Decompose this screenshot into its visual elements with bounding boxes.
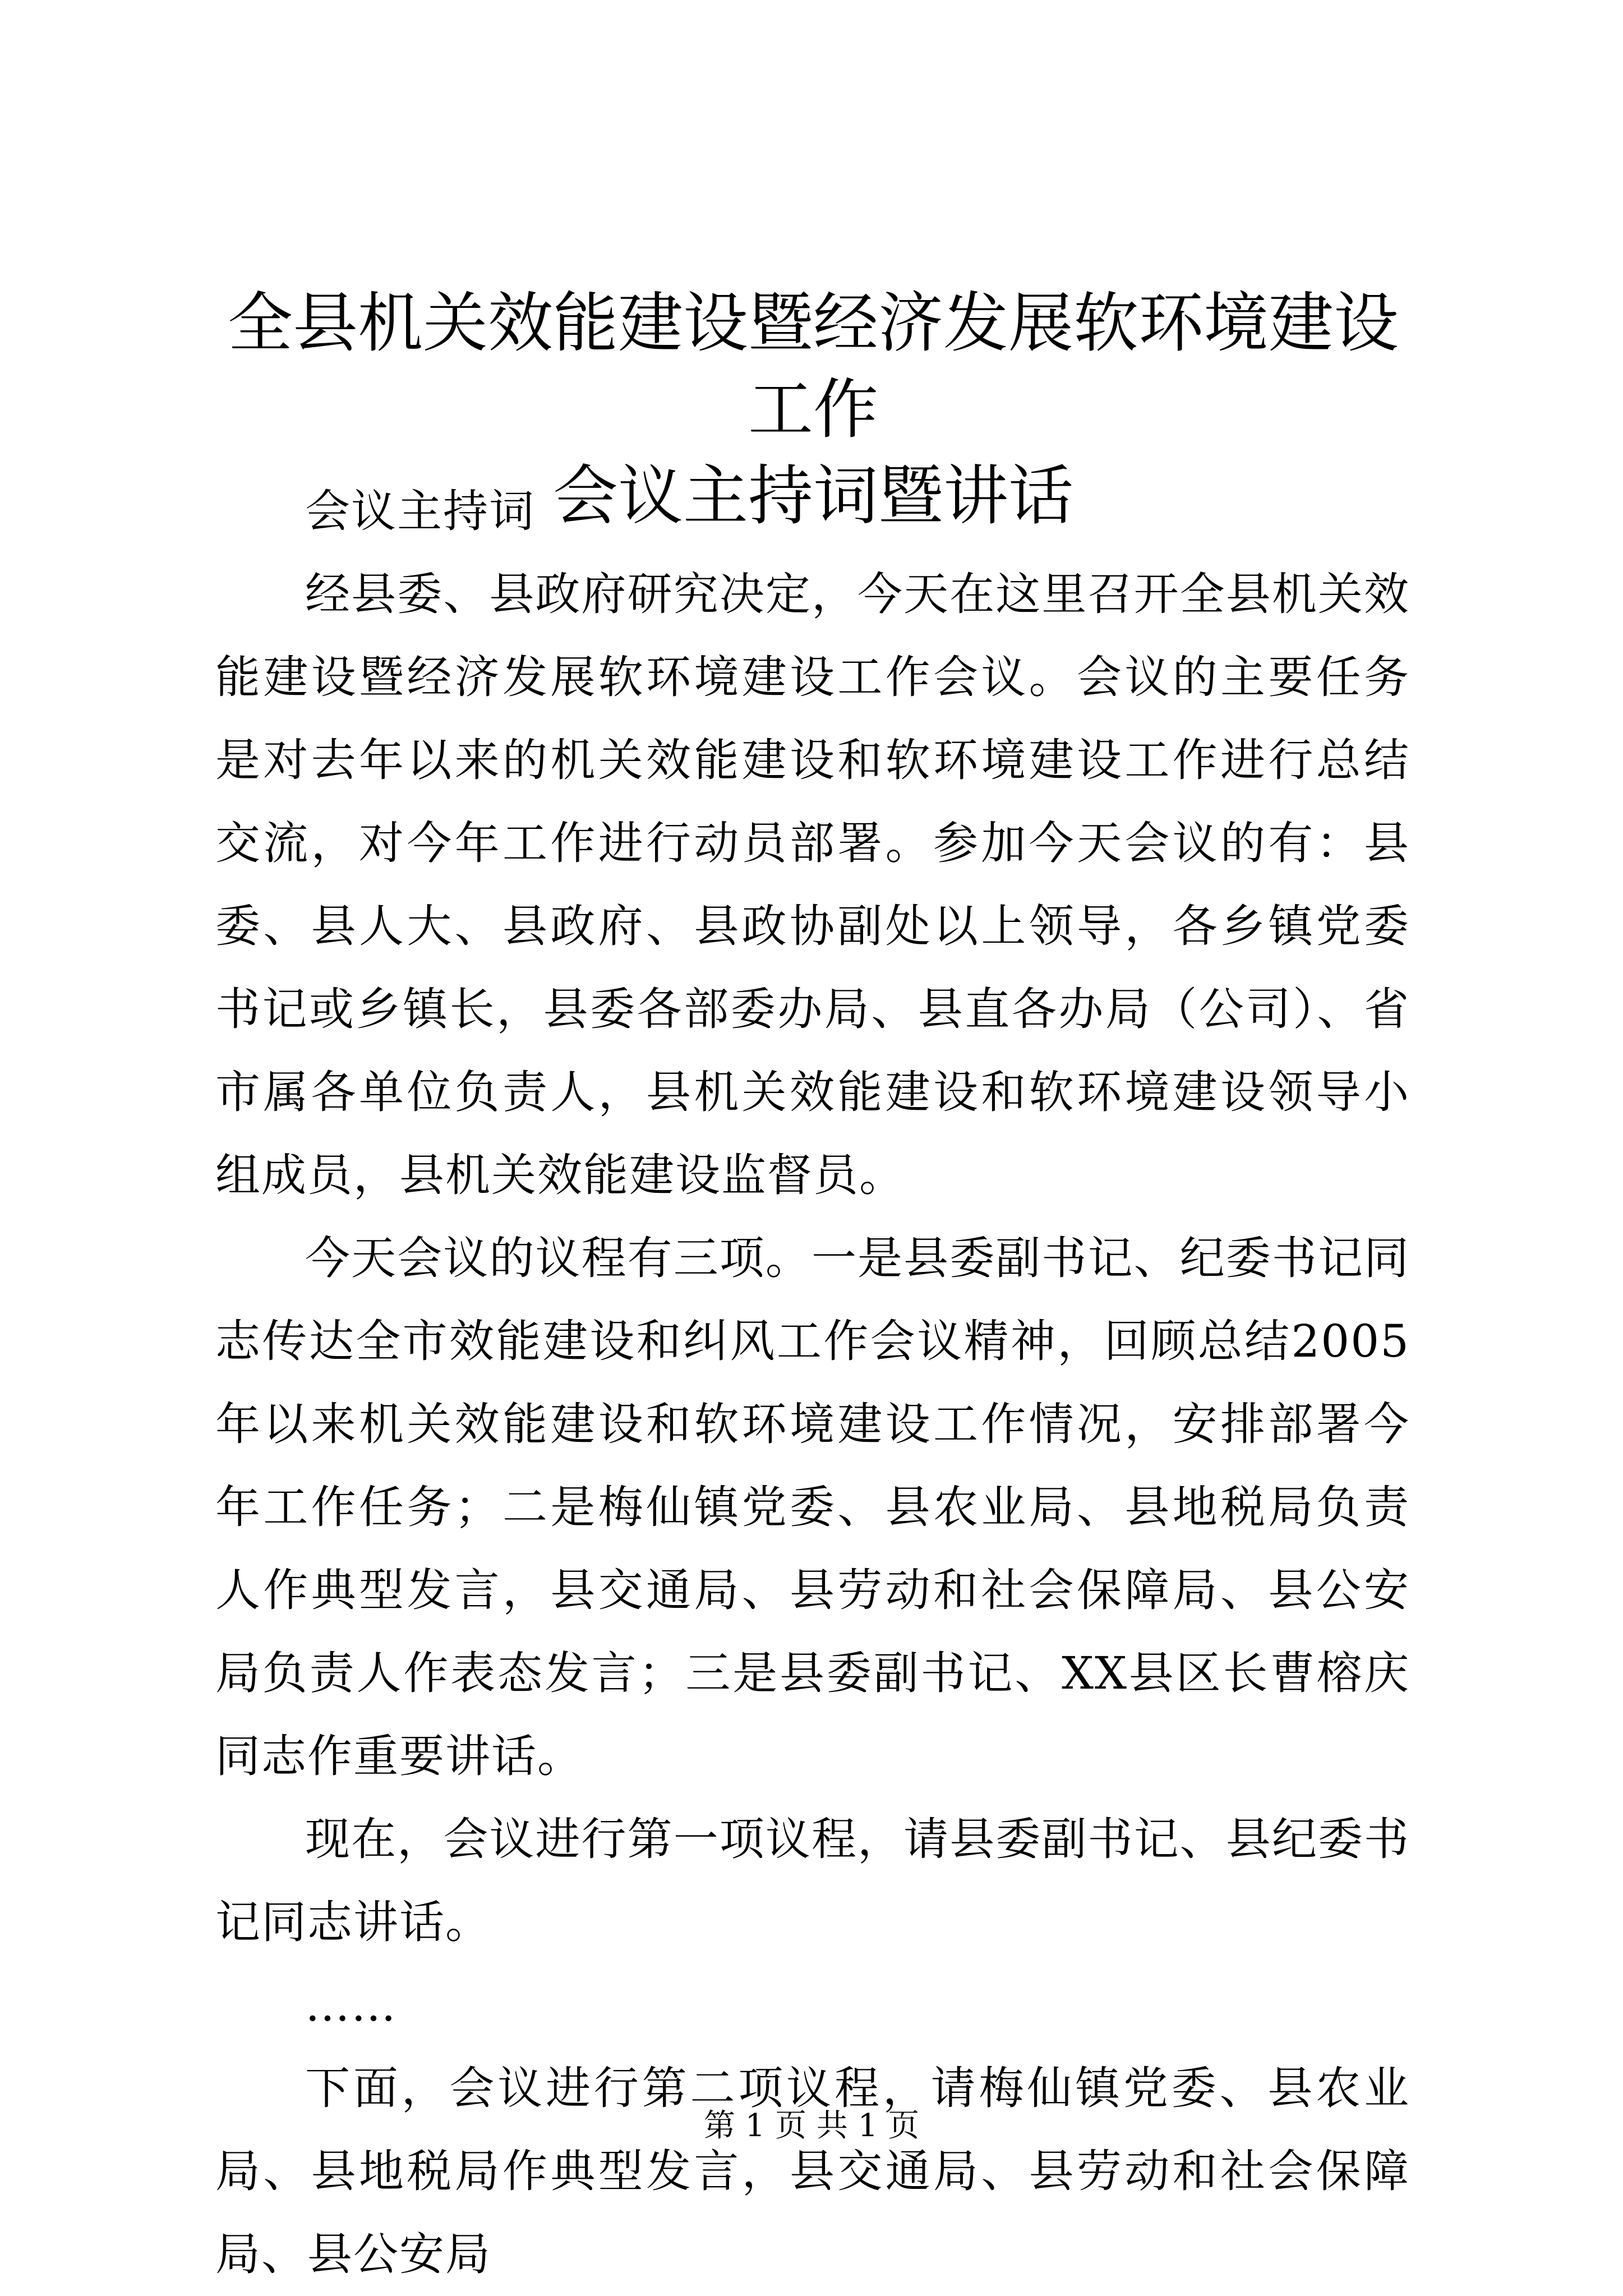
- ellipsis-line: ……: [305, 1979, 397, 2031]
- paragraph-second-item: 下面，会议进行第二项议程，请梅仙镇党委、县农业局、县地税局作典型发言，县交通局、县劳动和社会保障局、县公安局: [215, 2062, 1410, 2280]
- paragraph-opening: 经县委、县政府研究决定，今天在这里召开全县机关效能建设暨经济发展软环境建设工作会议。会议的主要任务是对去年以来的机关效能建设和软环境建设工作进行总结交流，对今年工作进行动员部署。参加今天会议的有：县委、县人大、县政府、县政协副处以上领导，各乡镇党委书记或乡镇长，县委各部委办局、县直各办局（公司）、省市属各单位负责人，县机关效能建设和软环境建设领导小组成员，县机关效能建设监督员。: [215, 568, 1410, 1201]
- title-line-2: 会议主持词暨讲话: [553, 458, 1073, 534]
- paragraph-agenda: 今天会议的议程有三项。一是县委副书记、纪委书记同志传达全市效能建设和纠风工作会议精神，回顾总结2005年以来机关效能建设和软环境建设工作情况，安排部署今年工作任务；二是梅仙镇党委、县农业局、县地税局负责人作典型发言，县交通局、县劳动和社会保障局、县公安局负责人作表态发言；三是县委副书记、XX县区长曹榕庆同志作重要讲话。: [215, 1232, 1410, 1782]
- paragraph-first-item: 现在，会议进行第一项议程，请县委副书记、县纪委书记同志讲话。: [215, 1813, 1410, 1948]
- page-footer: 第 1 页 共 1 页: [703, 2108, 920, 2144]
- section-heading: 会议主持词: [305, 485, 535, 537]
- title-line-1: 全县机关效能建设暨经济发展软环境建设工作: [228, 285, 1399, 448]
- document-body: [215, 470, 1410, 2296]
